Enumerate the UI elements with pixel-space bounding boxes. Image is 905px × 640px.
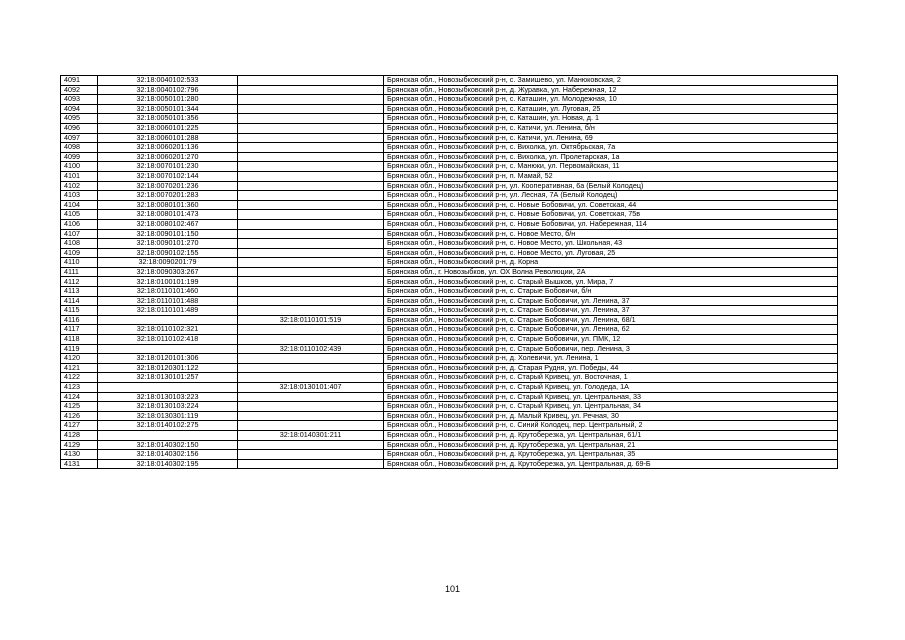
cadastral-number-cell — [98, 315, 238, 325]
cadastral-number-alt-cell — [238, 104, 384, 114]
address-cell: Брянская обл., Новозыбковский р-н, д. Журавка, ул. Набережная, 12 — [384, 85, 838, 95]
cadastral-number-cell: 32:18:0070201:283 — [98, 191, 238, 201]
cadastral-number-cell: 32:18:0090102:155 — [98, 248, 238, 258]
table-row — [61, 123, 838, 133]
cadastral-number-alt-cell — [238, 191, 384, 201]
register-table-body — [61, 76, 838, 469]
address-cell: Брянская обл., Новозыбковский р-н, с. Старые Бобовичи, ул. ПМК, 12 — [384, 335, 838, 345]
cadastral-number-cell: 32:18:0070201:236 — [98, 181, 238, 191]
cadastral-number-alt-cell — [238, 450, 384, 460]
address-cell: Брянская обл., Новозыбковский р-н, с. Новые Бобовичи, ул. Набережная, 114 — [384, 219, 838, 229]
cadastral-number-alt-cell — [238, 373, 384, 383]
cadastral-number-alt-cell — [238, 114, 384, 124]
cadastral-number-cell: 32:18:0080102:467 — [98, 219, 238, 229]
cadastral-number-cell: 32:18:0110101:460 — [98, 287, 238, 297]
cadastral-number-alt-cell: 32:18:0110102:439 — [238, 344, 384, 354]
table-row — [61, 450, 838, 460]
address-cell: Брянская обл., Новозыбковский р-н, с. Старый Кривец, ул. Центральная, 33 — [384, 392, 838, 402]
address-cell: Брянская обл., Новозыбковский р-н, с. Старый Кривец, ул. Центральная, 34 — [384, 402, 838, 412]
cadastral-number-alt-cell — [238, 306, 384, 316]
cadastral-number-cell: 32:18:0070102:144 — [98, 171, 238, 181]
address-cell: Брянская обл., Новозыбковский р-н, с. Старые Бобовичи, ул. Ленина, 37 — [384, 306, 838, 316]
row-number-cell: 4096 — [61, 123, 98, 133]
table-row — [61, 430, 838, 440]
cadastral-number-alt-cell — [238, 258, 384, 268]
cadastral-number-alt-cell — [238, 229, 384, 239]
row-number-cell: 4099 — [61, 152, 98, 162]
cadastral-number-cell: 32:18:0110102:418 — [98, 335, 238, 345]
row-number-cell: 4114 — [61, 296, 98, 306]
address-cell: Брянская обл., Новозыбковский р-н, с. Замишево, ул. Манюковская, 2 — [384, 76, 838, 86]
row-number-cell: 4115 — [61, 306, 98, 316]
cadastral-number-cell: 32:18:0060201:270 — [98, 152, 238, 162]
cadastral-number-alt-cell — [238, 210, 384, 220]
cadastral-number-cell: 32:18:0060101:225 — [98, 123, 238, 133]
register-table — [60, 75, 838, 469]
cadastral-number-cell: 32:18:0060201:136 — [98, 143, 238, 153]
table-row — [61, 181, 838, 191]
address-cell: Брянская обл., Новозыбковский р-н, д. Старая Рудня, ул. Победы, 44 — [384, 363, 838, 373]
row-number-cell: 4124 — [61, 392, 98, 402]
table-row — [61, 335, 838, 345]
table-row — [61, 76, 838, 86]
cadastral-number-cell: 32:18:0090101:150 — [98, 229, 238, 239]
cadastral-number-cell: 32:18:0090303:267 — [98, 267, 238, 277]
table-row — [61, 114, 838, 124]
cadastral-number-alt-cell — [238, 296, 384, 306]
address-cell: Брянская обл., г. Новозыбков, ул. ОХ Волна Революции, 2А — [384, 267, 838, 277]
cadastral-number-alt-cell — [238, 133, 384, 143]
row-number-cell: 4117 — [61, 325, 98, 335]
cadastral-number-alt-cell — [238, 459, 384, 469]
cadastral-number-alt-cell: 32:18:0130101:407 — [238, 383, 384, 393]
cadastral-number-cell: 32:18:0130101:257 — [98, 373, 238, 383]
row-number-cell: 4111 — [61, 267, 98, 277]
row-number-cell: 4097 — [61, 133, 98, 143]
cadastral-number-cell: 32:18:0130103:223 — [98, 392, 238, 402]
address-cell: Брянская обл., Новозыбковский р-н, с. Синий Колодец, пер. Центральный, 2 — [384, 421, 838, 431]
table-row — [61, 392, 838, 402]
table-row — [61, 344, 838, 354]
cadastral-number-cell: 32:18:0110102:321 — [98, 325, 238, 335]
cadastral-number-cell: 32:18:0140102:275 — [98, 421, 238, 431]
cadastral-number-alt-cell: 32:18:0110101:519 — [238, 315, 384, 325]
table-row — [61, 162, 838, 172]
address-cell: Брянская обл., Новозыбковский р-н, с. Новые Бобовичи, ул. Советская, 75в — [384, 210, 838, 220]
cadastral-number-alt-cell: 32:18:0140301:211 — [238, 430, 384, 440]
address-cell: Брянская обл., Новозыбковский р-н, д. Корна — [384, 258, 838, 268]
cadastral-number-cell: 32:18:0060101:288 — [98, 133, 238, 143]
cadastral-number-alt-cell — [238, 248, 384, 258]
address-cell: Брянская обл., Новозыбковский р-н, с. Новые Бобовичи, ул. Советская, 44 — [384, 200, 838, 210]
cadastral-number-alt-cell — [238, 392, 384, 402]
cadastral-number-cell: 32:18:0090101:270 — [98, 239, 238, 249]
row-number-cell: 4118 — [61, 335, 98, 345]
table-row — [61, 152, 838, 162]
address-cell: Брянская обл., Новозыбковский р-н, д. Малый Кривец, ул. Речная, 30 — [384, 411, 838, 421]
address-cell: Брянская обл., Новозыбковский р-н, с. Новое Место, б/н — [384, 229, 838, 239]
cadastral-number-cell — [98, 383, 238, 393]
row-number-cell: 4112 — [61, 277, 98, 287]
table-row — [61, 287, 838, 297]
cadastral-number-alt-cell — [238, 421, 384, 431]
table-row — [61, 85, 838, 95]
row-number-cell: 4101 — [61, 171, 98, 181]
table-row — [61, 402, 838, 412]
cadastral-number-alt-cell — [238, 239, 384, 249]
table-row — [61, 277, 838, 287]
table-row — [61, 411, 838, 421]
row-number-cell: 4121 — [61, 363, 98, 373]
address-cell: Брянская обл., Новозыбковский р-н, с. Каташин, ул. Молодежная, 10 — [384, 95, 838, 105]
row-number-cell: 4102 — [61, 181, 98, 191]
row-number-cell: 4095 — [61, 114, 98, 124]
cadastral-number-alt-cell — [238, 219, 384, 229]
cadastral-number-alt-cell — [238, 85, 384, 95]
cadastral-number-alt-cell — [238, 152, 384, 162]
row-number-cell: 4107 — [61, 229, 98, 239]
table-row — [61, 239, 838, 249]
cadastral-number-cell: 32:18:0130103:224 — [98, 402, 238, 412]
row-number-cell: 4109 — [61, 248, 98, 258]
address-cell: Брянская обл., Новозыбковский р-н, с. Старые Бобовичи, ул. Ленина, 62 — [384, 325, 838, 335]
table-row — [61, 219, 838, 229]
cadastral-number-alt-cell — [238, 181, 384, 191]
address-cell: Брянская обл., Новозыбковский р-н, с. Старый Вышков, ул. Мира, 7 — [384, 277, 838, 287]
cadastral-number-alt-cell — [238, 162, 384, 172]
row-number-cell: 4130 — [61, 450, 98, 460]
cadastral-number-cell: 32:18:0140302:150 — [98, 440, 238, 450]
cadastral-number-cell: 32:18:0100101:199 — [98, 277, 238, 287]
cadastral-number-cell — [98, 430, 238, 440]
cadastral-number-cell: 32:18:0080101:473 — [98, 210, 238, 220]
cadastral-number-cell: 32:18:0140302:195 — [98, 459, 238, 469]
cadastral-number-cell: 32:18:0050101:344 — [98, 104, 238, 114]
row-number-cell: 4094 — [61, 104, 98, 114]
row-number-cell: 4122 — [61, 373, 98, 383]
cadastral-number-cell: 32:18:0080101:360 — [98, 200, 238, 210]
table-row — [61, 248, 838, 258]
cadastral-number-alt-cell — [238, 95, 384, 105]
address-cell: Брянская обл., Новозыбковский р-н, с. Вихолка, ул. Пролетарская, 1а — [384, 152, 838, 162]
table-row — [61, 459, 838, 469]
row-number-cell: 4127 — [61, 421, 98, 431]
cadastral-number-cell: 32:18:0120101:306 — [98, 354, 238, 364]
cadastral-number-cell: 32:18:0050101:280 — [98, 95, 238, 105]
address-cell: Брянская обл., Новозыбковский р-н, с. Старые Бобовичи, б/н — [384, 287, 838, 297]
row-number-cell: 4091 — [61, 76, 98, 86]
address-cell: Брянская обл., Новозыбковский р-н, с. Старые Бобовичи, ул. Ленина, 37 — [384, 296, 838, 306]
address-cell: Брянская обл., Новозыбковский р-н, с. Вихолка, ул. Октябрьская, 7а — [384, 143, 838, 153]
table-row — [61, 210, 838, 220]
address-cell: Брянская обл., Новозыбковский р-н, ул. Лесная, 7А (Белый Колодец) — [384, 191, 838, 201]
table-row — [61, 354, 838, 364]
cadastral-number-cell: 32:18:0110101:489 — [98, 306, 238, 316]
address-cell: Брянская обл., Новозыбковский р-н, д. Холевичи, ул. Ленина, 1 — [384, 354, 838, 364]
table-row — [61, 373, 838, 383]
table-row — [61, 191, 838, 201]
table-row — [61, 200, 838, 210]
address-cell: Брянская обл., Новозыбковский р-н, с. Старые Бобовичи, ул. Ленина, 68/1 — [384, 315, 838, 325]
cadastral-number-alt-cell — [238, 325, 384, 335]
address-cell: Брянская обл., Новозыбковский р-н, с. Старый Кривец, ул. Восточная, 1 — [384, 373, 838, 383]
cadastral-number-alt-cell — [238, 440, 384, 450]
cadastral-number-alt-cell — [238, 277, 384, 287]
address-cell: Брянская обл., Новозыбковский р-н, д. Крутоберезка, ул. Центральная, 21 — [384, 440, 838, 450]
table-row — [61, 133, 838, 143]
row-number-cell: 4108 — [61, 239, 98, 249]
row-number-cell: 4106 — [61, 219, 98, 229]
cadastral-number-cell: 32:18:0070101:230 — [98, 162, 238, 172]
table-row — [61, 171, 838, 181]
address-cell: Брянская обл., Новозыбковский р-н, с. Старые Бобовичи, пер. Ленина, 3 — [384, 344, 838, 354]
cadastral-number-alt-cell — [238, 363, 384, 373]
row-number-cell: 4105 — [61, 210, 98, 220]
cadastral-number-alt-cell — [238, 171, 384, 181]
row-number-cell: 4128 — [61, 430, 98, 440]
row-number-cell: 4123 — [61, 383, 98, 393]
row-number-cell: 4104 — [61, 200, 98, 210]
table-row — [61, 229, 838, 239]
address-cell: Брянская обл., Новозыбковский р-н, с. Новое Место, ул. Луговая, 25 — [384, 248, 838, 258]
cadastral-number-alt-cell — [238, 411, 384, 421]
cadastral-number-cell: 32:18:0090201:79 — [98, 258, 238, 268]
address-cell: Брянская обл., Новозыбковский р-н, с. Новое Место, ул. Школьная, 43 — [384, 239, 838, 249]
table-row — [61, 421, 838, 431]
cadastral-number-alt-cell — [238, 76, 384, 86]
cadastral-number-alt-cell — [238, 335, 384, 345]
cadastral-number-alt-cell — [238, 200, 384, 210]
cadastral-number-alt-cell — [238, 123, 384, 133]
table-row — [61, 383, 838, 393]
row-number-cell: 4100 — [61, 162, 98, 172]
table-row — [61, 267, 838, 277]
row-number-cell: 4098 — [61, 143, 98, 153]
address-cell: Брянская обл., Новозыбковский р-н, с. Катичи, ул. Ленина, 69 — [384, 133, 838, 143]
row-number-cell: 4092 — [61, 85, 98, 95]
address-cell: Брянская обл., Новозыбковский р-н, ул. Кооперативная, 6а (Белый Колодец) — [384, 181, 838, 191]
row-number-cell: 4110 — [61, 258, 98, 268]
address-cell: Брянская обл., Новозыбковский р-н, с. Катичи, ул. Ленина, б/н — [384, 123, 838, 133]
row-number-cell: 4125 — [61, 402, 98, 412]
page-number: 101 — [444, 584, 461, 594]
table-row — [61, 306, 838, 316]
table-row — [61, 363, 838, 373]
table-row — [61, 143, 838, 153]
cadastral-number-cell: 32:18:0140302:156 — [98, 450, 238, 460]
cadastral-number-alt-cell — [238, 402, 384, 412]
table-row — [61, 325, 838, 335]
row-number-cell: 4116 — [61, 315, 98, 325]
address-cell: Брянская обл., Новозыбковский р-н, с. Каташин, ул. Новая, д. 1 — [384, 114, 838, 124]
address-cell: Брянская обл., Новозыбковский р-н, д. Крутоберезка, ул. Центральная, 35 — [384, 450, 838, 460]
address-cell: Брянская обл., Новозыбковский р-н, д. Крутоберезка, ул. Центральная, 61/1 — [384, 430, 838, 440]
table-row — [61, 296, 838, 306]
table-row — [61, 95, 838, 105]
cadastral-number-cell: 32:18:0040102:533 — [98, 76, 238, 86]
table-row — [61, 104, 838, 114]
address-cell: Брянская обл., Новозыбковский р-н, с. Каташин, ул. Луговая, 25 — [384, 104, 838, 114]
row-number-cell: 4129 — [61, 440, 98, 450]
address-cell: Брянская обл., Новозыбковский р-н, с. Манюки, ул. Первомайская, 11 — [384, 162, 838, 172]
address-cell: Брянская обл., Новозыбковский р-н, д. Крутоберезка, ул. Центральная, д. 69-Б — [384, 459, 838, 469]
row-number-cell: 4093 — [61, 95, 98, 105]
table-row — [61, 258, 838, 268]
cadastral-number-alt-cell — [238, 267, 384, 277]
row-number-cell: 4131 — [61, 459, 98, 469]
address-cell: Брянская обл., Новозыбковский р-н, п. Мамай, 52 — [384, 171, 838, 181]
cadastral-number-cell: 32:18:0110101:488 — [98, 296, 238, 306]
cadastral-number-alt-cell — [238, 143, 384, 153]
row-number-cell: 4126 — [61, 411, 98, 421]
cadastral-number-cell: 32:18:0130301:119 — [98, 411, 238, 421]
cadastral-number-alt-cell — [238, 354, 384, 364]
cadastral-number-cell: 32:18:0050101:356 — [98, 114, 238, 124]
row-number-cell: 4119 — [61, 344, 98, 354]
row-number-cell: 4113 — [61, 287, 98, 297]
cadastral-number-cell — [98, 344, 238, 354]
cadastral-number-cell: 32:18:0040102:796 — [98, 85, 238, 95]
table-row — [61, 440, 838, 450]
row-number-cell: 4120 — [61, 354, 98, 364]
address-cell: Брянская обл., Новозыбковский р-н, с. Старый Кривец, ул. Голодеда, 1А — [384, 383, 838, 393]
table-row — [61, 315, 838, 325]
cadastral-number-cell: 32:18:0120301:122 — [98, 363, 238, 373]
row-number-cell: 4103 — [61, 191, 98, 201]
cadastral-number-alt-cell — [238, 287, 384, 297]
